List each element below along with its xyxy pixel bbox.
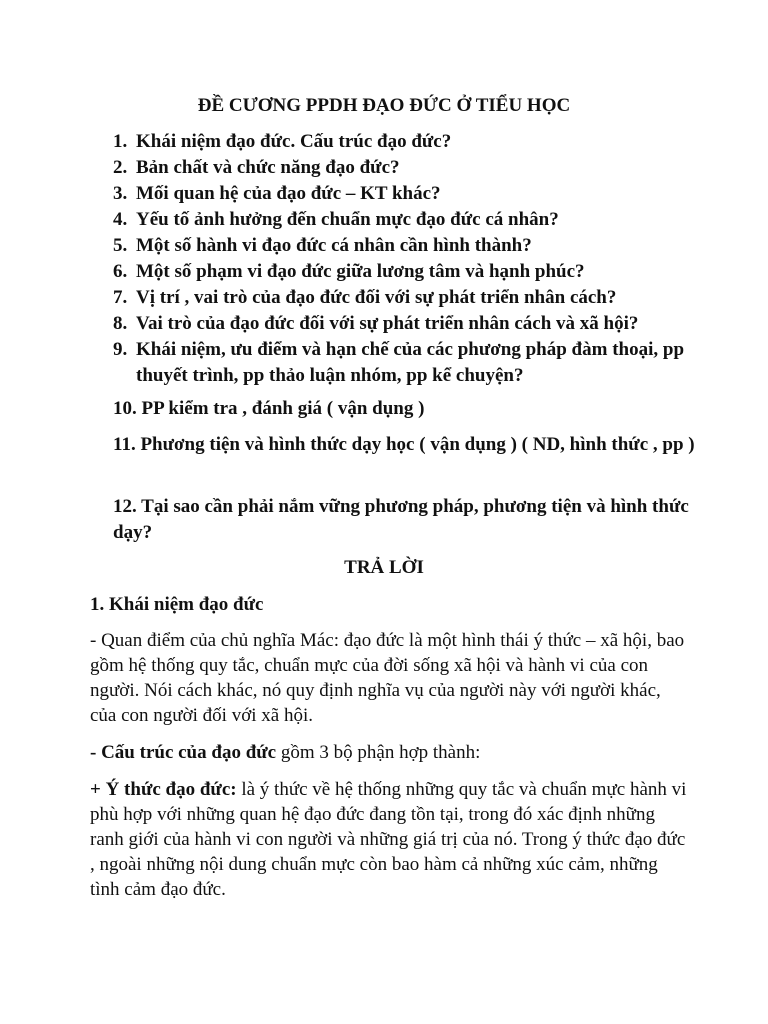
question-text: Vị trí , vai trò của đạo đức đối với sự phát triển nhân cách? xyxy=(136,287,617,308)
question-number: 9. xyxy=(113,339,128,360)
question-number: 7. xyxy=(113,287,128,308)
question-item xyxy=(113,181,713,207)
question-text: Mối quan hệ của đạo đức – KT khác? xyxy=(136,183,441,204)
awareness-label: + Ý thức đạo đức: xyxy=(90,779,237,800)
question-10: 10. PP kiểm tra , đánh giá ( vận dụng ) xyxy=(113,398,425,419)
question-number: 1. xyxy=(113,131,128,152)
question-item xyxy=(113,259,713,285)
question-item xyxy=(113,155,713,181)
question-text: Bản chất và chức năng đạo đức? xyxy=(136,157,400,178)
question-text: Khái niệm đạo đức. Cấu trúc đạo đức? xyxy=(136,131,452,152)
question-11: 11. Phương tiện và hình thức dạy học ( vận dụng ) ( ND, hình thức , pp ) xyxy=(113,434,695,455)
structure-label: - Cấu trúc của đạo đức xyxy=(90,742,277,763)
question-item xyxy=(113,311,713,337)
section-1-paragraph: - Quan điểm của chủ nghĩa Mác: đạo đức là một hình thái ý thức – xã hội, bao gồm hệ thống quy tắc, chuẩn mực của đời sống xã hội và hành vi của con người. Nói cách khác, nó quy định nghĩa vụ của người này với người khác, của con người đối với xã hội. xyxy=(90,630,685,726)
answers-heading: TRẢ LỜI xyxy=(344,557,424,578)
question-number: 3. xyxy=(113,183,128,204)
question-number: 2. xyxy=(113,157,128,178)
question-item xyxy=(113,233,713,259)
question-item xyxy=(113,129,713,155)
question-number: 4. xyxy=(113,209,128,230)
question-text: Yếu tố ảnh hưởng đến chuẩn mực đạo đức cá nhân? xyxy=(136,209,559,230)
awareness-paragraph xyxy=(90,777,690,902)
question-number: 8. xyxy=(113,313,128,334)
awareness-text: là ý thức về hệ thống những quy tắc và chuẩn mực hành vi phù hợp với những quan hệ đạo đức đang tồn tại, trong đó xác định những ranh giới của hành vi con người và những giá trị của nó. Trong ý thức đạo đức , ngoài những nội dung chuẩn mực còn bao hàm cả những xúc cảm, những tình cảm đạo đức. xyxy=(90,779,687,900)
section-1-heading: 1. Khái niệm đạo đức xyxy=(90,594,264,615)
question-item xyxy=(113,337,713,389)
question-text: Một số hành vi đạo đức cá nhân cần hình thành? xyxy=(136,235,532,256)
document-title: ĐỀ CƯƠNG PPDH ĐẠO ĐỨC Ở TIỂU HỌC xyxy=(197,95,571,116)
question-text: Khái niệm, ưu điểm và hạn chế của các phương pháp đàm thoại, pp thuyết trình, pp thảo luận nhóm, pp kể chuyện? xyxy=(136,339,685,386)
question-12: 12. Tại sao cần phải nắm vững phương pháp, phương tiện và hình thức dạy? xyxy=(113,496,689,543)
structure-paragraph xyxy=(90,740,690,765)
question-number: 5. xyxy=(113,235,128,256)
structure-text: gồm 3 bộ phận hợp thành: xyxy=(276,742,481,763)
question-text: Vai trò của đạo đức đối với sự phát triển nhân cách và xã hội? xyxy=(136,313,639,334)
question-item xyxy=(113,207,713,233)
question-item xyxy=(113,285,713,311)
question-list xyxy=(113,129,713,389)
question-text: Một số phạm vi đạo đức giữa lương tâm và hạnh phúc? xyxy=(136,261,585,282)
question-number: 6. xyxy=(113,261,128,282)
